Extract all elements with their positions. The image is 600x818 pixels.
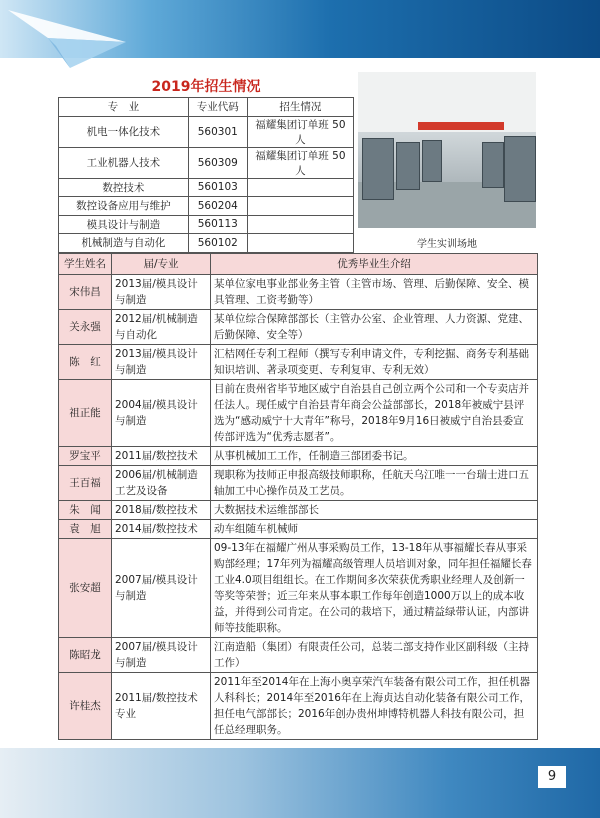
admission-header-row (59, 98, 354, 117)
graduate-name: 许桂杰 (59, 673, 112, 740)
admission-major: 数控设备应用与维护 (59, 197, 189, 216)
graduate-intro: 某单位综合保障部部长（主管办公室、企业管理、人力资源、党建、后勤保障、安全等） (211, 310, 538, 345)
graduate-name: 陈 红 (59, 345, 112, 380)
graduate-major: 2007届/模具设计与制造 (112, 638, 211, 673)
graduate-intro: 动车组随车机械师 (211, 520, 538, 539)
admission-row (59, 116, 354, 147)
admission-row (59, 234, 354, 253)
graduate-major: 2011届/数控技术专业 (112, 673, 211, 740)
admission-code: 560103 (188, 178, 247, 197)
admission-header-major: 专 业 (59, 98, 189, 117)
graduate-major: 2013届/模具设计与制造 (112, 345, 211, 380)
admission-major: 工业机器人技术 (59, 147, 189, 178)
graduates-header-name: 学生姓名 (59, 254, 112, 275)
graduate-major: 2012届/机械制造与自动化 (112, 310, 211, 345)
admission-code: 560113 (188, 215, 247, 234)
graduate-row (59, 638, 538, 673)
training-site-photo (358, 72, 536, 228)
admission-major: 机电一体化技术 (59, 116, 189, 147)
admission-table (58, 97, 354, 253)
photo-machine (396, 142, 420, 190)
graduate-major: 2007届/模具设计与制造 (112, 539, 211, 638)
photo-caption: 学生实训场地 (417, 239, 477, 250)
graduate-row (59, 520, 538, 539)
admission-status: 福耀集团订单班 50 人 (247, 116, 353, 147)
admission-status (247, 215, 353, 234)
admission-status (247, 234, 353, 253)
graduate-intro: 从事机械加工工作，任制造三部团委书记。 (211, 447, 538, 466)
page-number: 9 (538, 766, 566, 788)
graduate-name: 祖正能 (59, 380, 112, 447)
graduate-row (59, 380, 538, 447)
graduate-major: 2004届/模具设计与制造 (112, 380, 211, 447)
admission-code: 560301 (188, 116, 247, 147)
graduate-row (59, 673, 538, 740)
paper-plane-icon (8, 2, 128, 72)
graduate-row (59, 447, 538, 466)
admission-header-status: 招生情况 (247, 98, 353, 117)
admission-header-code: 专业代码 (188, 98, 247, 117)
graduate-intro: 09-13年在福耀广州从事采购员工作，13-18年从事福耀长春从事采购部经理；17年列为福耀高级管理人员培训对象，同年担任福耀长春工业4.0项目组组长。在工作期间多次荣获优秀职业经理人及创新一等奖等荣誉；近三年来从事本职工作每年创造1000万以上的成本收益，并得到公司肯定。在公司的栽培下，通过精益绿带认证，内部讲师等技能职称。 (211, 539, 538, 638)
graduate-intro: 2011年至2014年在上海小奥享荣汽车装备有限公司工作，担任机器人科科长；2014年至2016年在上海贞达自动化装备有限公司工作，担任电气部部长；2016年创办贵州坤博特机器人科技有限公司，担任总经理职务。 (211, 673, 538, 740)
graduates-header-row (59, 254, 538, 275)
admission-row (59, 178, 354, 197)
footer-band (0, 748, 600, 818)
graduate-major: 2014届/数控技术 (112, 520, 211, 539)
admission-row (59, 197, 354, 216)
graduate-intro: 某单位家电事业部业务主管（主管市场、管理、后勤保障、安全、模具管理、工资考勤等） (211, 275, 538, 310)
graduate-row (59, 275, 538, 310)
admission-major: 数控技术 (59, 178, 189, 197)
graduates-header-intro: 优秀毕业生介绍 (211, 254, 538, 275)
graduate-row (59, 310, 538, 345)
admission-major: 模具设计与制造 (59, 215, 189, 234)
graduate-row (59, 539, 538, 638)
graduate-row (59, 345, 538, 380)
admission-code: 560204 (188, 197, 247, 216)
admission-row (59, 215, 354, 234)
graduates-table (58, 253, 538, 740)
graduate-row (59, 501, 538, 520)
admission-title: 2019年招生情况 (151, 79, 261, 95)
admission-row (59, 147, 354, 178)
graduate-name: 关永强 (59, 310, 112, 345)
graduate-major: 2006届/机械制造工艺及设备 (112, 466, 211, 501)
graduate-intro: 大数据技术运维部部长 (211, 501, 538, 520)
graduate-intro: 江南造船（集团）有限责任公司，总装二部支持作业区副科级（主持工作） (211, 638, 538, 673)
photo-banner (418, 122, 504, 130)
graduate-name: 朱 闻 (59, 501, 112, 520)
admission-code: 560309 (188, 147, 247, 178)
admission-status: 福耀集团订单班 50 人 (247, 147, 353, 178)
graduate-row (59, 466, 538, 501)
graduate-intro: 汇桔网任专利工程师（撰写专利申请文件，专利挖掘、商务专利基础知识培训、著录项变更、专利复审、专利无效） (211, 345, 538, 380)
graduate-name: 袁 旭 (59, 520, 112, 539)
photo-machine (504, 136, 536, 202)
graduate-name: 陈昭龙 (59, 638, 112, 673)
graduate-name: 张安超 (59, 539, 112, 638)
graduate-major: 2018届/数控技术 (112, 501, 211, 520)
graduates-header-major: 届/专业 (112, 254, 211, 275)
graduate-intro: 目前在贵州省毕节地区威宁自治县自己创立两个公司和一个专卖店并任法人。现任威宁自治县青年商会公益部部长，2018年被威宁县评选为“感动威宁十大青年”称号，2018年9月16日被威宁自治县委宣传部评选为“优秀志愿者”。 (211, 380, 538, 447)
header-band (0, 0, 600, 58)
admission-code: 560102 (188, 234, 247, 253)
admission-status (247, 197, 353, 216)
photo-machine (422, 140, 442, 182)
graduate-name: 王百福 (59, 466, 112, 501)
graduate-name: 罗宝平 (59, 447, 112, 466)
graduate-intro: 现职称为技师正申报高级技师职称，任航天乌江唯一一台瑞士进口五轴加工中心操作员及工艺员。 (211, 466, 538, 501)
photo-machine (362, 138, 394, 200)
photo-machine (482, 142, 504, 188)
admission-major: 机械制造与自动化 (59, 234, 189, 253)
graduate-major: 2011届/数控技术 (112, 447, 211, 466)
graduate-name: 宋伟昌 (59, 275, 112, 310)
graduate-major: 2013届/模具设计与制造 (112, 275, 211, 310)
admission-status (247, 178, 353, 197)
